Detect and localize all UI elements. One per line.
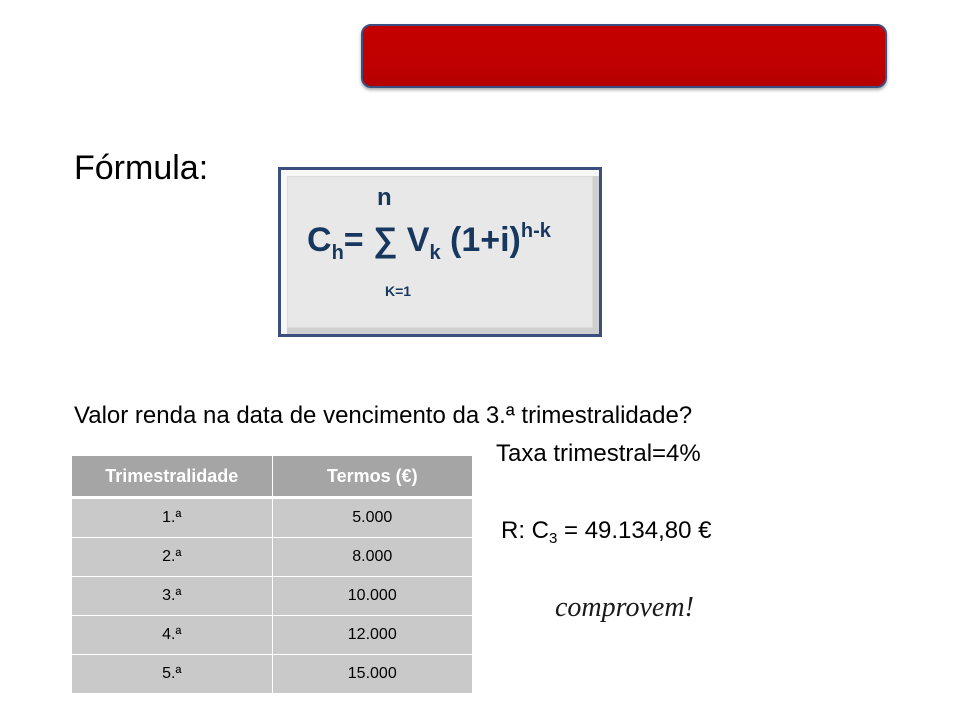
sum-lower-limit: K=1 bbox=[385, 283, 412, 299]
formula-factor: (1+i) bbox=[440, 221, 521, 259]
cell-termos: 5.000 bbox=[272, 498, 472, 538]
cell-termos: 12.000 bbox=[272, 616, 472, 655]
table-row bbox=[72, 577, 472, 616]
check-prompt: comprovem! bbox=[555, 592, 694, 623]
answer-text bbox=[501, 515, 711, 555]
answer-subscript: 3 bbox=[549, 530, 558, 547]
cell-termos: 10.000 bbox=[272, 577, 472, 616]
formula-lhs-subscript: h bbox=[331, 242, 344, 264]
question-text: Valor renda na data de vencimento da 3.ª trimestralidade? bbox=[74, 402, 693, 429]
answer-prefix: R: C bbox=[501, 517, 549, 544]
table-header-row bbox=[72, 456, 472, 498]
table-row bbox=[72, 498, 472, 538]
terms-table bbox=[72, 456, 472, 694]
answer-value: = 49.134,80 € bbox=[557, 517, 712, 544]
formula-sum: = ∑ V bbox=[343, 221, 430, 259]
cell-termos: 8.000 bbox=[272, 538, 472, 577]
cell-trimestralidade: 2.ª bbox=[72, 538, 272, 577]
cell-trimestralidade: 3.ª bbox=[72, 577, 272, 616]
column-header-termos: Termos (€) bbox=[272, 456, 472, 498]
cell-termos: 15.000 bbox=[272, 655, 472, 694]
cell-trimestralidade: 4.ª bbox=[72, 616, 272, 655]
table-row bbox=[72, 538, 472, 577]
sum-upper-limit: n bbox=[377, 184, 392, 211]
table-row bbox=[72, 616, 472, 655]
formula-exponent: h-k bbox=[520, 220, 551, 242]
cell-trimestralidade: 1.ª bbox=[72, 498, 272, 538]
formula-label: Fórmula: bbox=[74, 149, 209, 187]
column-header-trimestralidade: Trimestralidade bbox=[72, 456, 272, 498]
formula-box bbox=[278, 167, 602, 337]
formula-expression bbox=[307, 220, 551, 265]
title-bar bbox=[361, 24, 887, 88]
formula-term-subscript: k bbox=[429, 242, 441, 264]
cell-trimestralidade: 5.ª bbox=[72, 655, 272, 694]
table-row bbox=[72, 655, 472, 694]
formula-lhs: C bbox=[307, 221, 332, 259]
quarterly-rate: Taxa trimestral=4% bbox=[496, 440, 701, 467]
